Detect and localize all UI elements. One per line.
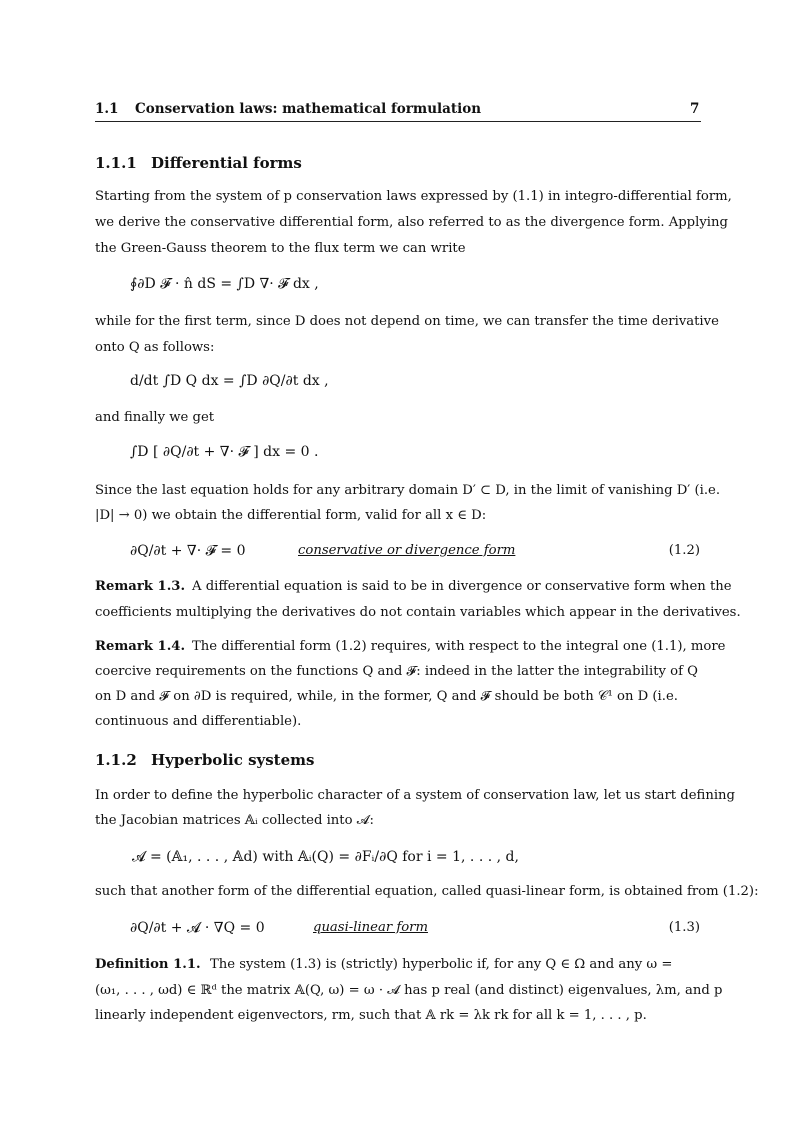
paragraph-line: such that another form of the differential equation, called quasi-linear form, is obtained from (1.2): [95,884,759,899]
equation-integral-form: ∫D [ ∂Q/∂t + ∇· 𝓕 ] dx = 0 . [130,444,319,460]
paragraph-line: the Jacobian matrices 𝔸ᵢ collected into 𝓐: [95,813,374,828]
paragraph-line: The differential form (1.2) requires, with respect to the integral one (1.1), more [192,639,726,654]
paragraph-line: The system (1.3) is (strictly) hyperbolic if, for any Q ∈ Ω and any ω = [210,957,673,972]
equation-1-3: ∂Q/∂t + 𝓐 · ∇Q = 0 [130,920,265,936]
paragraph-line: the Green-Gauss theorem to the flux term we can write [95,241,466,256]
definition-heading: Definition 1.1. [95,957,201,972]
subsection-number: 1.1.2 [95,751,137,769]
equation-green-gauss: ∮∂D 𝓕 · n̂ dS = ∫D ∇· 𝓕 dx , [130,276,319,292]
remark-heading: Remark 1.4. [95,639,186,654]
paragraph-line: coercive requirements on the functions Q and 𝓕: indeed in the latter the integrability of Q [95,664,698,679]
paragraph-line: (ω₁, . . . , ωd) ∈ ℝᵈ the matrix 𝔸(Q, ω) = ω · 𝓐 has p real (and distinct) eigenvalues, λm, and p [95,983,723,998]
paragraph-line: |D| → 0) we obtain the differential form, valid for all x ∈ D: [95,508,487,523]
equation-time-derivative: d/dt ∫D Q dx = ∫D ∂Q/∂t dx , [130,373,329,389]
header-rule [95,121,701,122]
page-number: 7 [690,101,700,117]
subsection-title: Differential forms [151,154,302,172]
paragraph-line: while for the first term, since D does not depend on time, we can transfer the time derivative [95,314,719,329]
subsection-number: 1.1.1 [95,154,137,172]
paragraph-line: linearly independent eigenvectors, rm, such that 𝔸 rk = λk rk for all k = 1, . . . , p. [95,1008,647,1023]
paragraph-line: A differential equation is said to be in divergence or conservative form when the [192,579,732,594]
paragraph-line: coefficients multiplying the derivatives do not contain variables which appear in the derivatives. [95,605,741,620]
paragraph-line: onto Q as follows: [95,340,215,355]
equation-label: quasi-linear form [313,920,428,935]
equation-number: (1.2) [668,543,700,558]
paragraph-line: and finally we get [95,410,215,425]
paragraph-line: Starting from the system of p conservation laws expressed by (1.1) in integro-differential form, [95,189,732,204]
equation-label: conservative or divergence form [298,543,516,558]
subsection-title: Hyperbolic systems [151,751,315,769]
equation-number: (1.3) [668,920,700,935]
paragraph-line: Since the last equation holds for any arbitrary domain D′ ⊂ D, in the limit of vanishing D′ (i.e. [95,483,721,498]
equation-jacobian: 𝓐 = (𝔸₁, . . . , 𝔸d) with 𝔸ᵢ(Q) = ∂Fᵢ/∂Q for i = 1, . . . , d, [132,849,519,865]
header-section-number: 1.1 [95,101,119,117]
paragraph-line: continuous and differentiable). [95,714,302,729]
paragraph-line: we derive the conservative differential form, also referred to as the divergence form. Applying [95,215,728,230]
paragraph-line: on D and 𝓕 on ∂D is required, while, in the former, Q and 𝓕 should be both 𝒞¹ on D (i.e. [95,689,678,704]
header-title: Conservation laws: mathematical formulation [135,101,482,117]
remark-heading: Remark 1.3. [95,579,186,594]
paragraph-line: In order to define the hyperbolic character of a system of conservation law, let us start defining [95,788,735,803]
equation-1-2: ∂Q/∂t + ∇· 𝓕 = 0 [130,543,246,559]
